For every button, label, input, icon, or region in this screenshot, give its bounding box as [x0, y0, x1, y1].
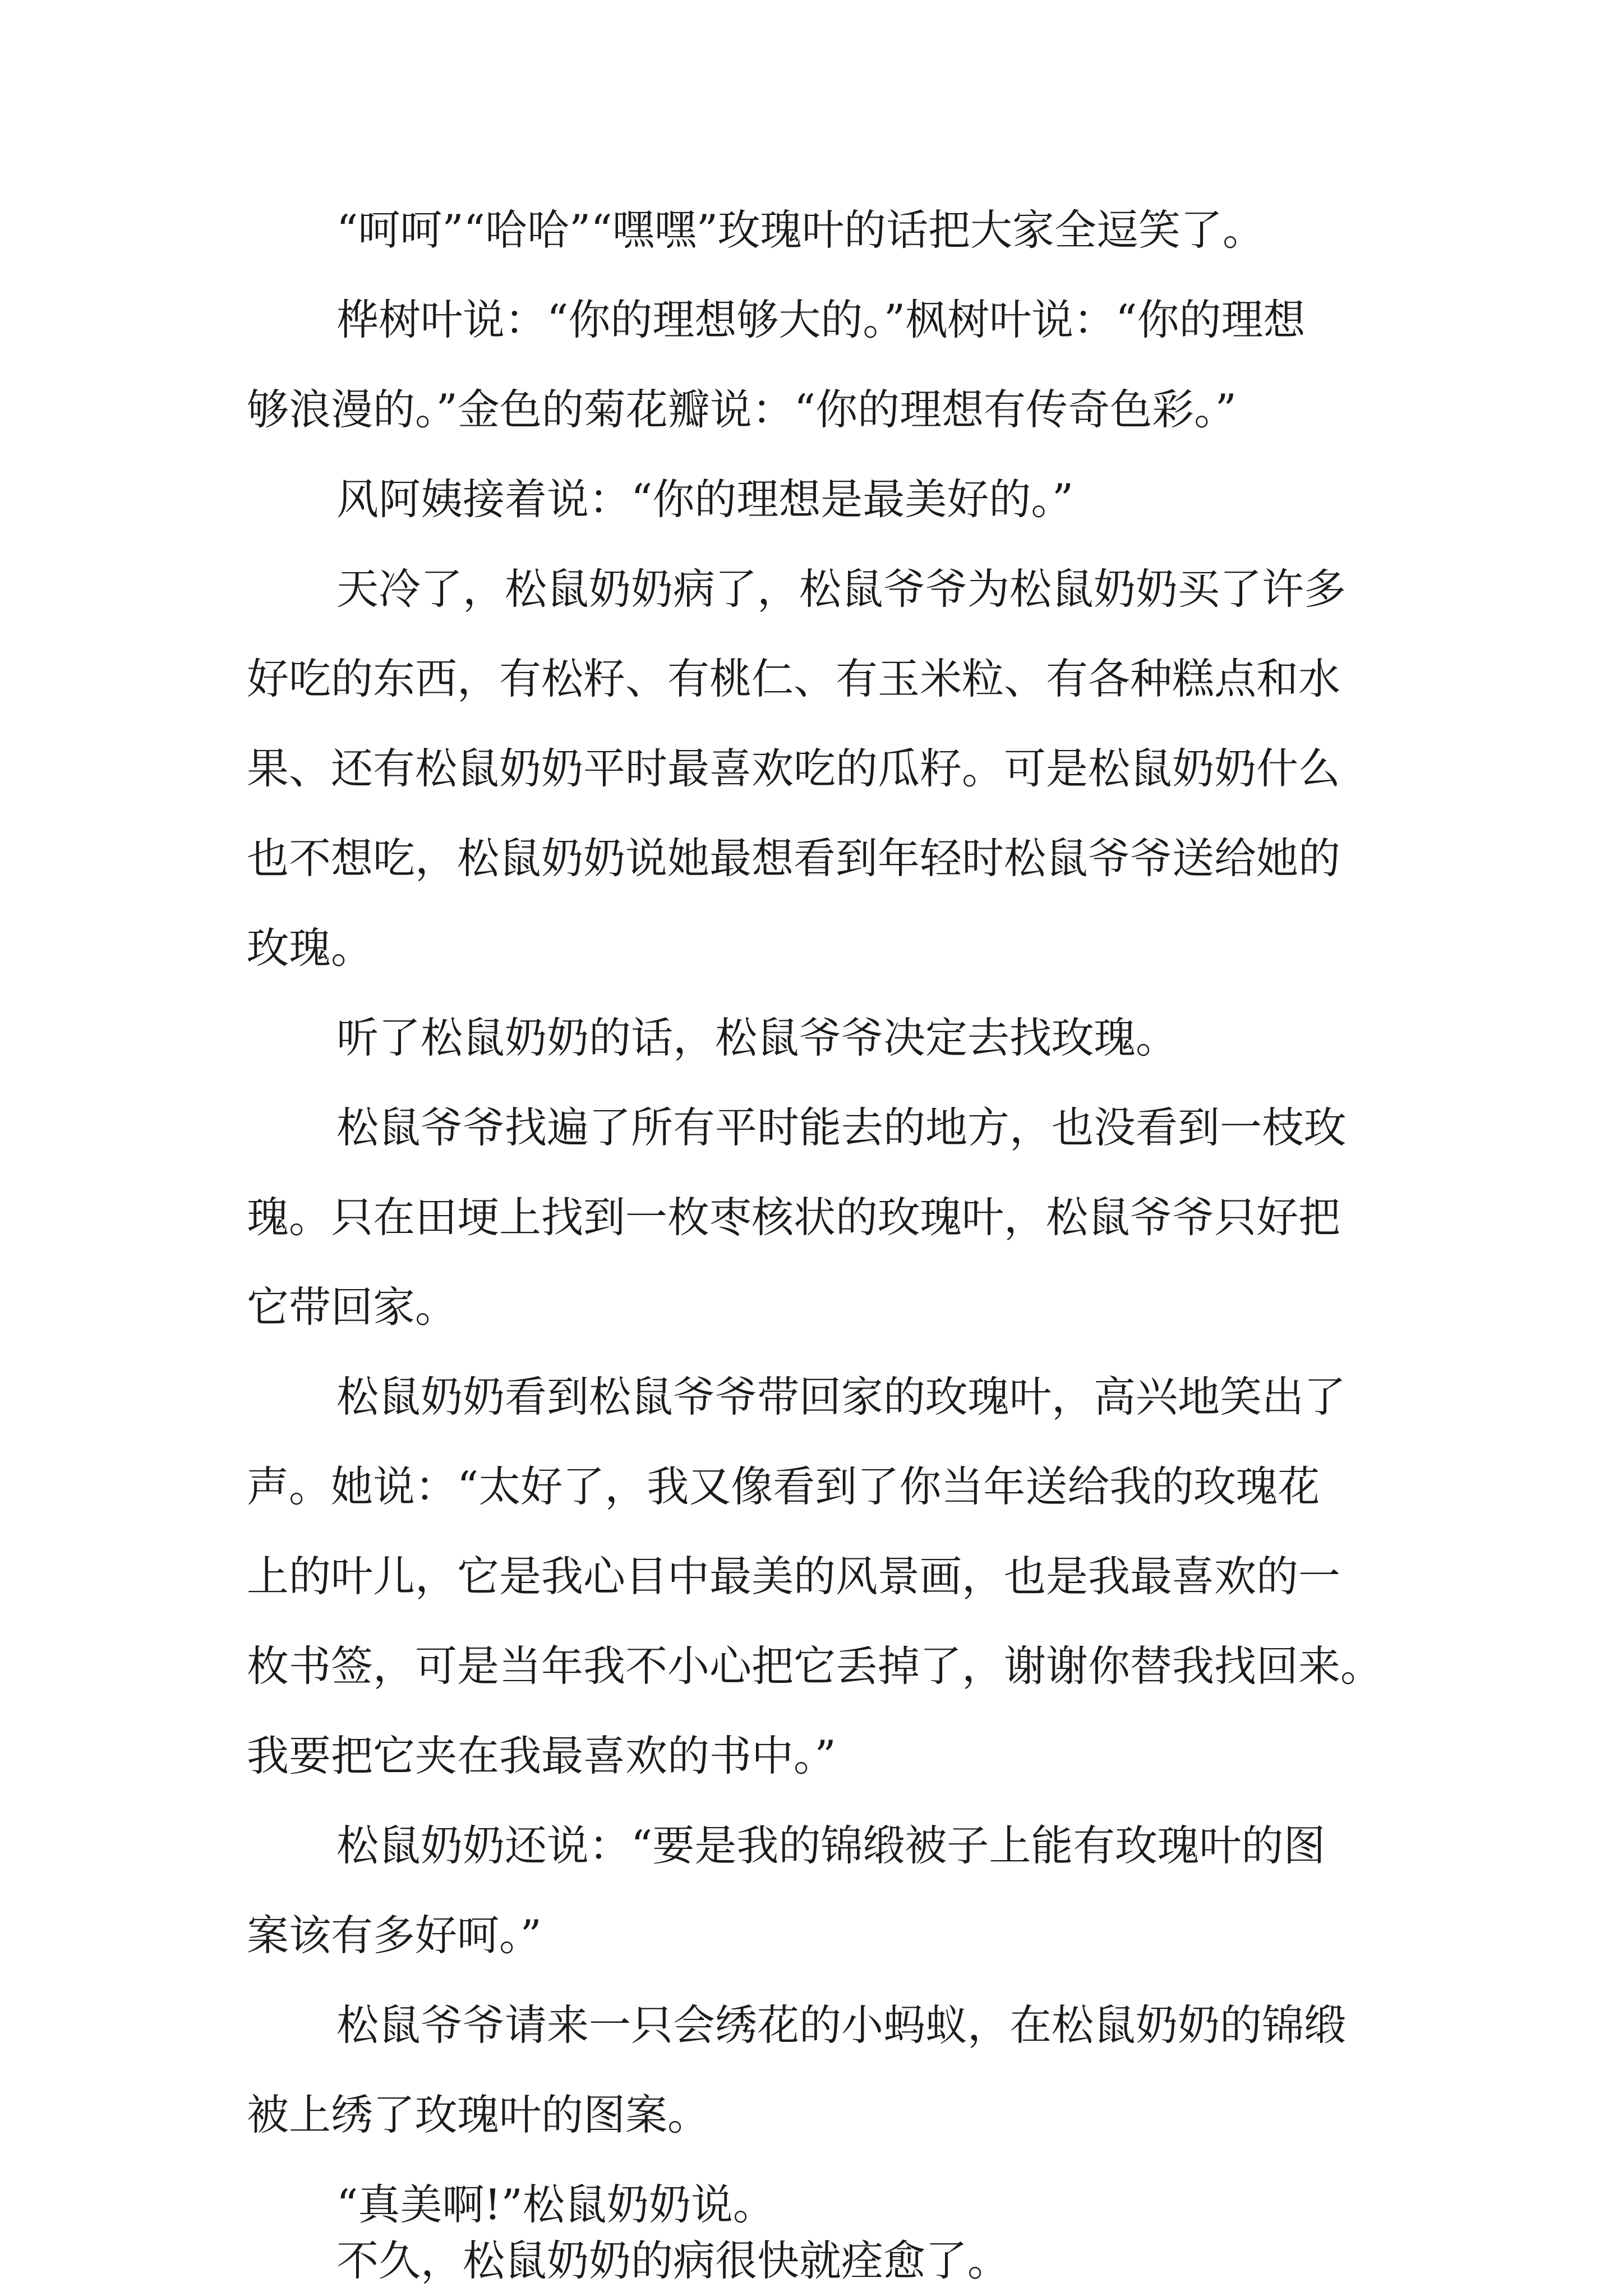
text-line: 桦树叶说：“你的理想够大的。”枫树叶说：“你的理想 [336, 295, 1306, 344]
text-line: 也不想吃，松鼠奶奶说她最想看到年轻时松鼠爷爷送给她的 [247, 834, 1341, 883]
text-line: 松鼠奶奶看到松鼠爷爷带回家的玫瑰叶，高兴地笑出了 [336, 1372, 1347, 1421]
text-line: 好吃的东西，有松籽、有桃仁、有玉米粒、有各种糕点和水 [247, 654, 1341, 703]
text-line: 瑰。只在田埂上找到一枚枣核状的玫瑰叶，松鼠爷爷只好把 [247, 1193, 1341, 1242]
text-line: 案该有多好呵。” [247, 1911, 542, 1960]
text-line: 不久，松鼠奶奶的病很快就痊愈了。 [336, 2236, 1010, 2285]
text-line: 松鼠爷爷找遍了所有平时能去的地方，也没看到一枝玫 [336, 1103, 1347, 1152]
text-line: 它带回家。 [247, 1282, 458, 1332]
text-line: 被上绣了玫瑰叶的图案。 [247, 2090, 710, 2139]
text-line: 玫瑰。 [247, 923, 374, 973]
text-line: 听了松鼠奶奶的话，松鼠爷爷决定去找玫瑰。 [336, 1013, 1178, 1062]
text-line: 枚书签，可是当年我不小心把它丢掉了，谢谢你替我找回来。 [247, 1641, 1383, 1691]
text-line: 松鼠奶奶还说：“要是我的锦缎被子上能有玫瑰叶的图 [336, 1821, 1326, 1870]
text-line: “呵呵”“哈哈”“嘿嘿”玫瑰叶的话把大家全逗笑了。 [336, 205, 1265, 255]
text-line: 够浪漫的。”金色的菊花瓣说：“你的理想有传奇色彩。” [247, 385, 1237, 434]
text-line: 声。她说：“太好了，我又像看到了你当年送给我的玫瑰花 [247, 1462, 1320, 1511]
text-line: 松鼠爷爷请来一只会绣花的小蚂蚁，在松鼠奶奶的锦缎 [336, 2000, 1347, 2050]
text-line: 果、还有松鼠奶奶平时最喜欢吃的瓜籽。可是松鼠奶奶什么 [247, 744, 1341, 793]
text-line: 天冷了，松鼠奶奶病了，松鼠爷爷为松鼠奶奶买了许多 [336, 564, 1347, 614]
text-line: 风阿姨接着说：“你的理想是最美好的。” [336, 475, 1074, 524]
text-line: “真美啊!”松鼠奶奶说。 [336, 2180, 775, 2229]
text-line: 我要把它夹在我最喜欢的书中。” [247, 1731, 836, 1780]
text-line: 上的叶儿，它是我心目中最美的风景画，也是我最喜欢的一 [247, 1552, 1341, 1601]
